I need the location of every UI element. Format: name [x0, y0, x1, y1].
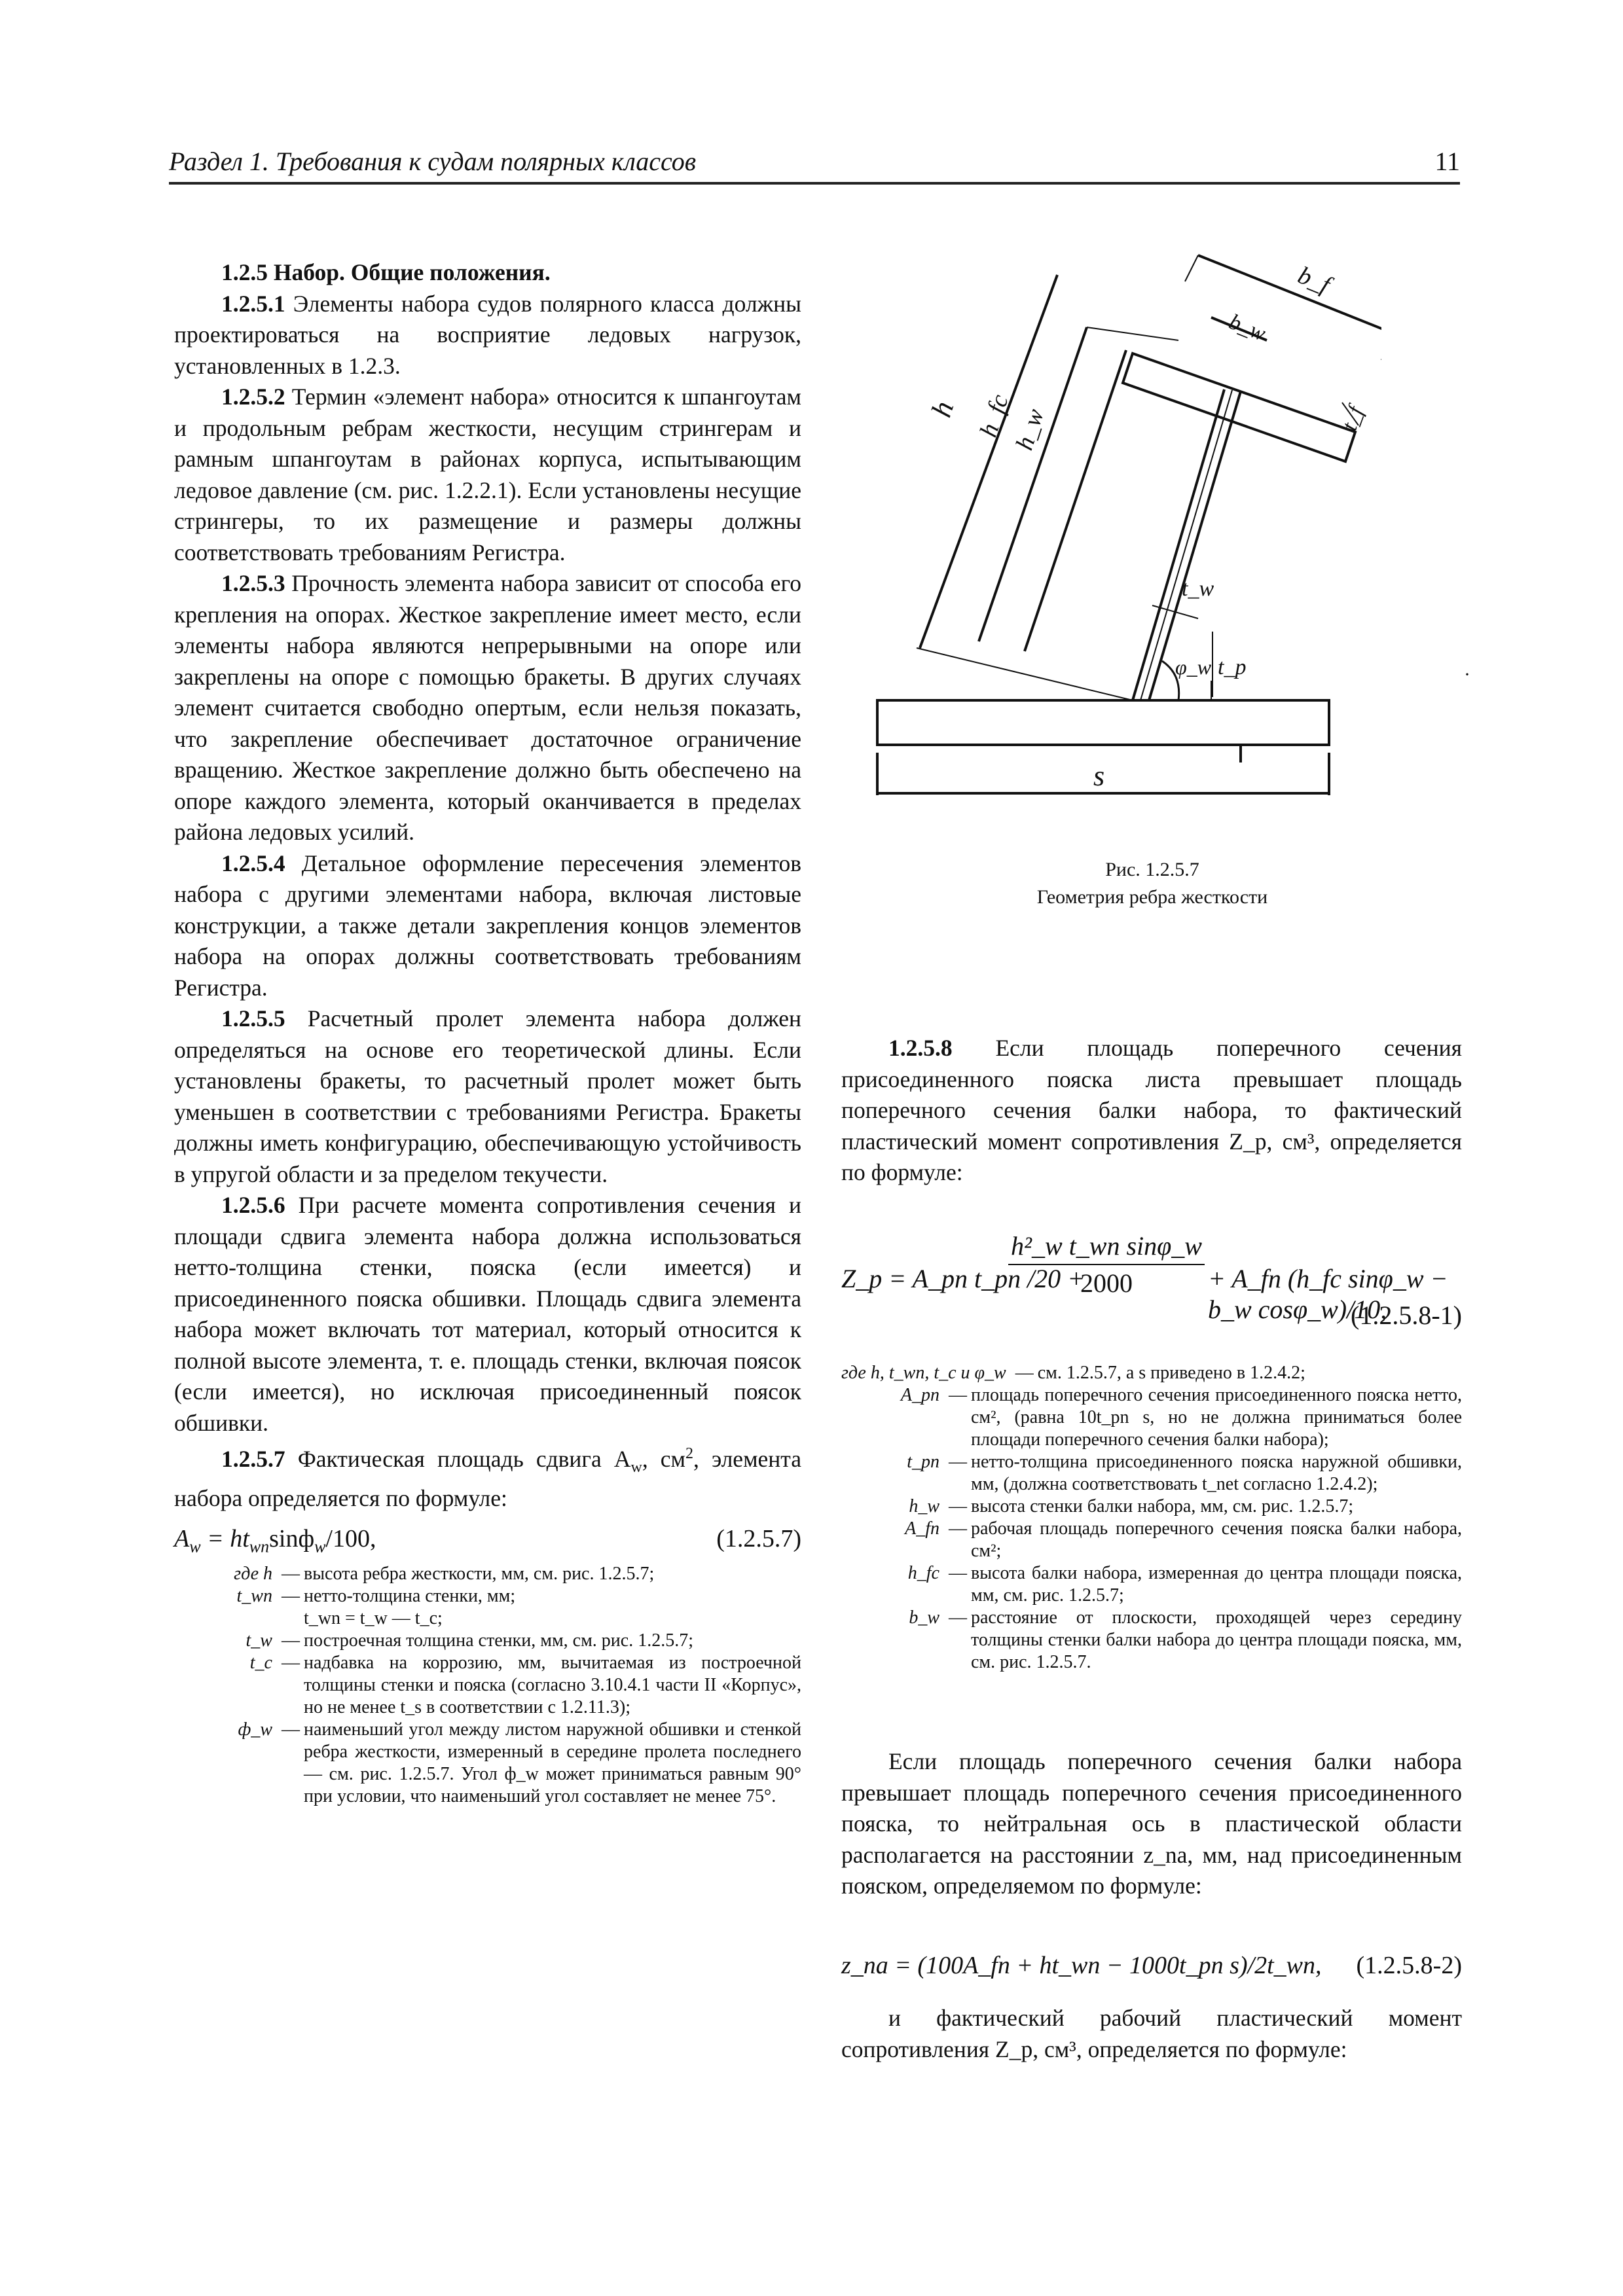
definition-term: A_pn — [900, 1385, 939, 1405]
definition-row — [174, 1607, 801, 1630]
label-phi: φ_w — [1175, 655, 1212, 679]
page-header — [169, 145, 1460, 185]
definition-text: t_wn = t_w — t_c; — [304, 1607, 443, 1628]
paragraph-neutral-axis: Если площадь поперечного сечения балки набора превышает площадь поперечного сечения присоединенного пояска, то нейтральная ось в пластической области располагается на расстоянии z_na, мм, над присоединенным пояском, определяемом по формуле: — [841, 1748, 1462, 1899]
definition-text: высота ребра жесткости, мм, см. рис. 1.2.5.7; — [304, 1563, 655, 1584]
paragraph-1-2-5-5: 1.2.5.5 Расчетный пролет элемента набора должен определяться на основе его теоретической длины. Если установлены бракеты, то расчетный пролет может быть уменьшен в соответствии с требованиями Регистра. Бракеты должны иметь конфигурацию, обеспечивающую устойчивость в упругой области и за пределом текучести. — [174, 1005, 801, 1187]
definition-dash: — — [949, 1385, 967, 1405]
paragraph-1-2-5-7: 1.2.5.7 Фактическая площадь сдвига $A_w$, $см^2$, элемента набора определяется по формуле: — [174, 1445, 801, 1512]
definition-text: построечная толщина стенки, мм, см. рис. 1.2.5.7; — [304, 1630, 693, 1651]
definition-term: t_pn — [907, 1452, 939, 1472]
definition-term: h_w — [909, 1496, 939, 1516]
definition-dash: — — [282, 1630, 300, 1651]
hw-dimension — [1025, 350, 1126, 651]
definition-text: рабочая площадь поперечного сечения пояска балки набора, см²; — [971, 1518, 1462, 1561]
formula-1-2-5-8-2: z_na = (100A_fn + ht_wn − 1000t_pn s)/2t_wn, (1.2.5.8-2) — [841, 1952, 1462, 1979]
definition-dash: — — [949, 1518, 967, 1539]
definition-dash: — — [949, 1452, 967, 1472]
definition-term: b_w — [909, 1607, 939, 1628]
section-heading: 1.2.5 Набор. Общие положения. — [221, 259, 551, 285]
definition-row — [174, 1630, 801, 1652]
definition-term: где h, t_wn, t_c и φ_w — [841, 1363, 1006, 1383]
hfc-dimension — [979, 327, 1087, 641]
paragraph-1-2-5-8: 1.2.5.8 Если площадь поперечного сечения присоединенного пояска листа превышает площадь поперечного сечения балки набора, то фактический пластический момент сопротивления Z_p, см³, определяется по формуле: — [841, 1035, 1462, 1185]
label-tw: t_w — [1182, 577, 1214, 601]
paragraph-1-2-5-2: 1.2.5.2 Термин «элемент набора» относится к шпангоутам и продольным ребрам жесткости, несущим стрингерам и рамным шпангоутам в районах корпуса, испытывающим ледовое давление (см. рис. 1.2.2.1). Если установлены несущие стрингеры, то их размещение и размеры должны соответствовать требованиям Регистра. — [174, 384, 801, 565]
definition-dash: — — [1015, 1363, 1034, 1383]
definition-dash: — — [949, 1496, 967, 1516]
formula-1-2-5-7: $A_w = ht_{wn}\sin ф_w/100$, (1.2.5.7) — [174, 1524, 801, 1556]
paragraph-1-2-5-6: 1.2.5.6 При расчете момента сопротивления сечения и площади сдвига элемента набора должна использоваться нетто-толщина стенки, пояска (если имеется) и присоединенного пояска обшивки. Площадь сдвига элемента набора может включать тот материал, который относится к полной высоте элемента, т. е. площадь стенки, включая поясок (если имеется), но исключая присоединенный поясок обшивки. — [174, 1192, 801, 1436]
label-hfc: h_fc — [974, 391, 1014, 440]
left-column — [174, 257, 801, 1808]
stray-dot: · — [1464, 664, 1470, 685]
h-dimension — [920, 275, 1057, 648]
label-bw: b_w — [1226, 310, 1269, 346]
flange-polygon — [1123, 353, 1355, 461]
definition-text: высота балки набора, измеренная до центра площади пояска, мм, см. рис. 1.2.5.7; — [971, 1563, 1462, 1605]
section-title: Раздел 1. Требования к судам полярных классов — [169, 147, 697, 176]
definition-dash: — — [282, 1652, 300, 1673]
paragraph-plastic-moment: и фактический рабочий пластический момент сопротивления Z_p, см³, определяется по формуле: — [841, 2005, 1462, 2062]
definition-row — [841, 1362, 1462, 1384]
definitions-list — [174, 1563, 801, 1808]
definition-text: высота стенки балки набора, мм, см. рис. 1.2.5.7; — [971, 1496, 1354, 1516]
definition-row — [841, 1496, 1462, 1518]
definition-text: нетто-толщина стенки, мм; — [304, 1585, 516, 1606]
stiffener-geometry-figure — [871, 242, 1381, 831]
page-number: 11 — [1434, 147, 1460, 176]
label-hw: h_w — [1010, 405, 1050, 454]
definition-row — [174, 1563, 801, 1585]
definition-row — [841, 1451, 1462, 1496]
definition-dash: — — [949, 1563, 967, 1583]
label-s: s — [1093, 760, 1105, 792]
definition-row — [174, 1719, 801, 1808]
definition-text: см. 1.2.5.7, а s приведено в 1.2.4.2; — [1037, 1363, 1305, 1383]
label-bf: b_f — [1294, 261, 1334, 299]
definition-dash: — — [949, 1607, 967, 1628]
definition-term — [174, 1607, 278, 1630]
definition-row — [841, 1518, 1462, 1562]
definition-dash: — — [282, 1585, 300, 1606]
figure-title: Геометрия ребра жесткости — [1036, 886, 1268, 908]
paragraph-1-2-5-3: 1.2.5.3 Прочность элемента набора зависит от способа его крепления на опорах. Жесткое закрепление имеет место, если элементы набора являются непрерывными на опоре или закреплены на опоре с помощью бракеты. В других случаях элемент считается свободно опертым, если нельзя показать, что закрепление обеспечивает достаточное ограничение вращению. Жесткое закрепление должно быть обеспечено на опоре каждого элемента, который оканчивается в пределах района ледовых усилий. — [174, 570, 801, 845]
plating-rect — [877, 700, 1329, 745]
definition-term: h_fc — [907, 1563, 939, 1583]
web-line-1 — [1133, 389, 1224, 700]
definitions-list-2 — [841, 1362, 1462, 1674]
definition-term: t_wn — [236, 1585, 272, 1606]
paragraph-1-2-5-1: 1.2.5.1 Элементы набора судов полярного класса должны проектироваться на восприятие ледовых нагрузок, установленных в 1.2.3. — [174, 290, 801, 379]
definition-text: наименьший угол между листом наружной обшивки и стенкой ребра жесткости, измеренный в середине пролета последнего — см. рис. 1.2.5.7. Угол ф_w может приниматься равным 90° при условии, что наименьший угол составляет не менее 75°. — [304, 1719, 801, 1806]
definition-term: A_fn — [905, 1518, 939, 1539]
formula-1-2-5-8-1: Z_p = A_pn t_pn /20 + $\frac{\text{h²\_w t\_wn sinφ\_w}}{2000}$ + A_fn (h_fc sinφ_w − b_w cosφ_w)/10, (1.2.5.8-1) — [841, 1231, 1462, 1330]
definition-row — [174, 1585, 801, 1607]
definition-text: площадь поперечного сечения присоединенного пояска нетто, см², (равна 10t_pn s, но не должна приниматься более площади поперечного сечения балки набора); — [971, 1385, 1462, 1450]
definition-row — [174, 1652, 801, 1719]
definition-text: расстояние от плоскости, проходящей через середину толщины стенки балки набора до центра площади пояска, мм, см. рис. 1.2.5.7. — [971, 1607, 1462, 1672]
definition-row — [841, 1562, 1462, 1607]
definition-text: надбавка на коррозию, мм, вычитаемая из построечной толщины стенки и пояска (согласно 3.10.4.1 части II «Корпус», но не менее t_s в соответствии с 1.2.11.3); — [304, 1652, 801, 1717]
definition-term: t_w — [246, 1630, 272, 1651]
definition-text: нетто-толщина присоединенного пояска наружной обшивки, мм, (должна соответствовать t_net согласно 1.2.4.2); — [971, 1452, 1462, 1494]
definition-row — [841, 1607, 1462, 1674]
definition-dash: — — [282, 1563, 300, 1584]
label-tp: t_p — [1218, 655, 1247, 679]
web-line-2 — [1149, 391, 1241, 700]
label-tf: t_f — [1337, 403, 1368, 434]
paragraph-1-2-5-4: 1.2.5.4 Детальное оформление пересечения элементов набора с другими элементами набора, включая листовые конструкции, а также детали закрепления концов элементов набора на опорах должны соответствовать требованиям Регистра. — [174, 850, 801, 1001]
definition-term: где h — [234, 1563, 272, 1584]
definition-term: ф_w — [238, 1719, 272, 1740]
label-h: h — [924, 397, 960, 422]
figure-number: Рис. 1.2.5.7 — [1105, 859, 1199, 880]
definition-dash — [278, 1607, 304, 1630]
definition-term: t_c — [249, 1652, 272, 1673]
definition-row — [841, 1384, 1462, 1451]
definition-dash: — — [282, 1719, 300, 1740]
figure-caption — [969, 856, 1336, 911]
